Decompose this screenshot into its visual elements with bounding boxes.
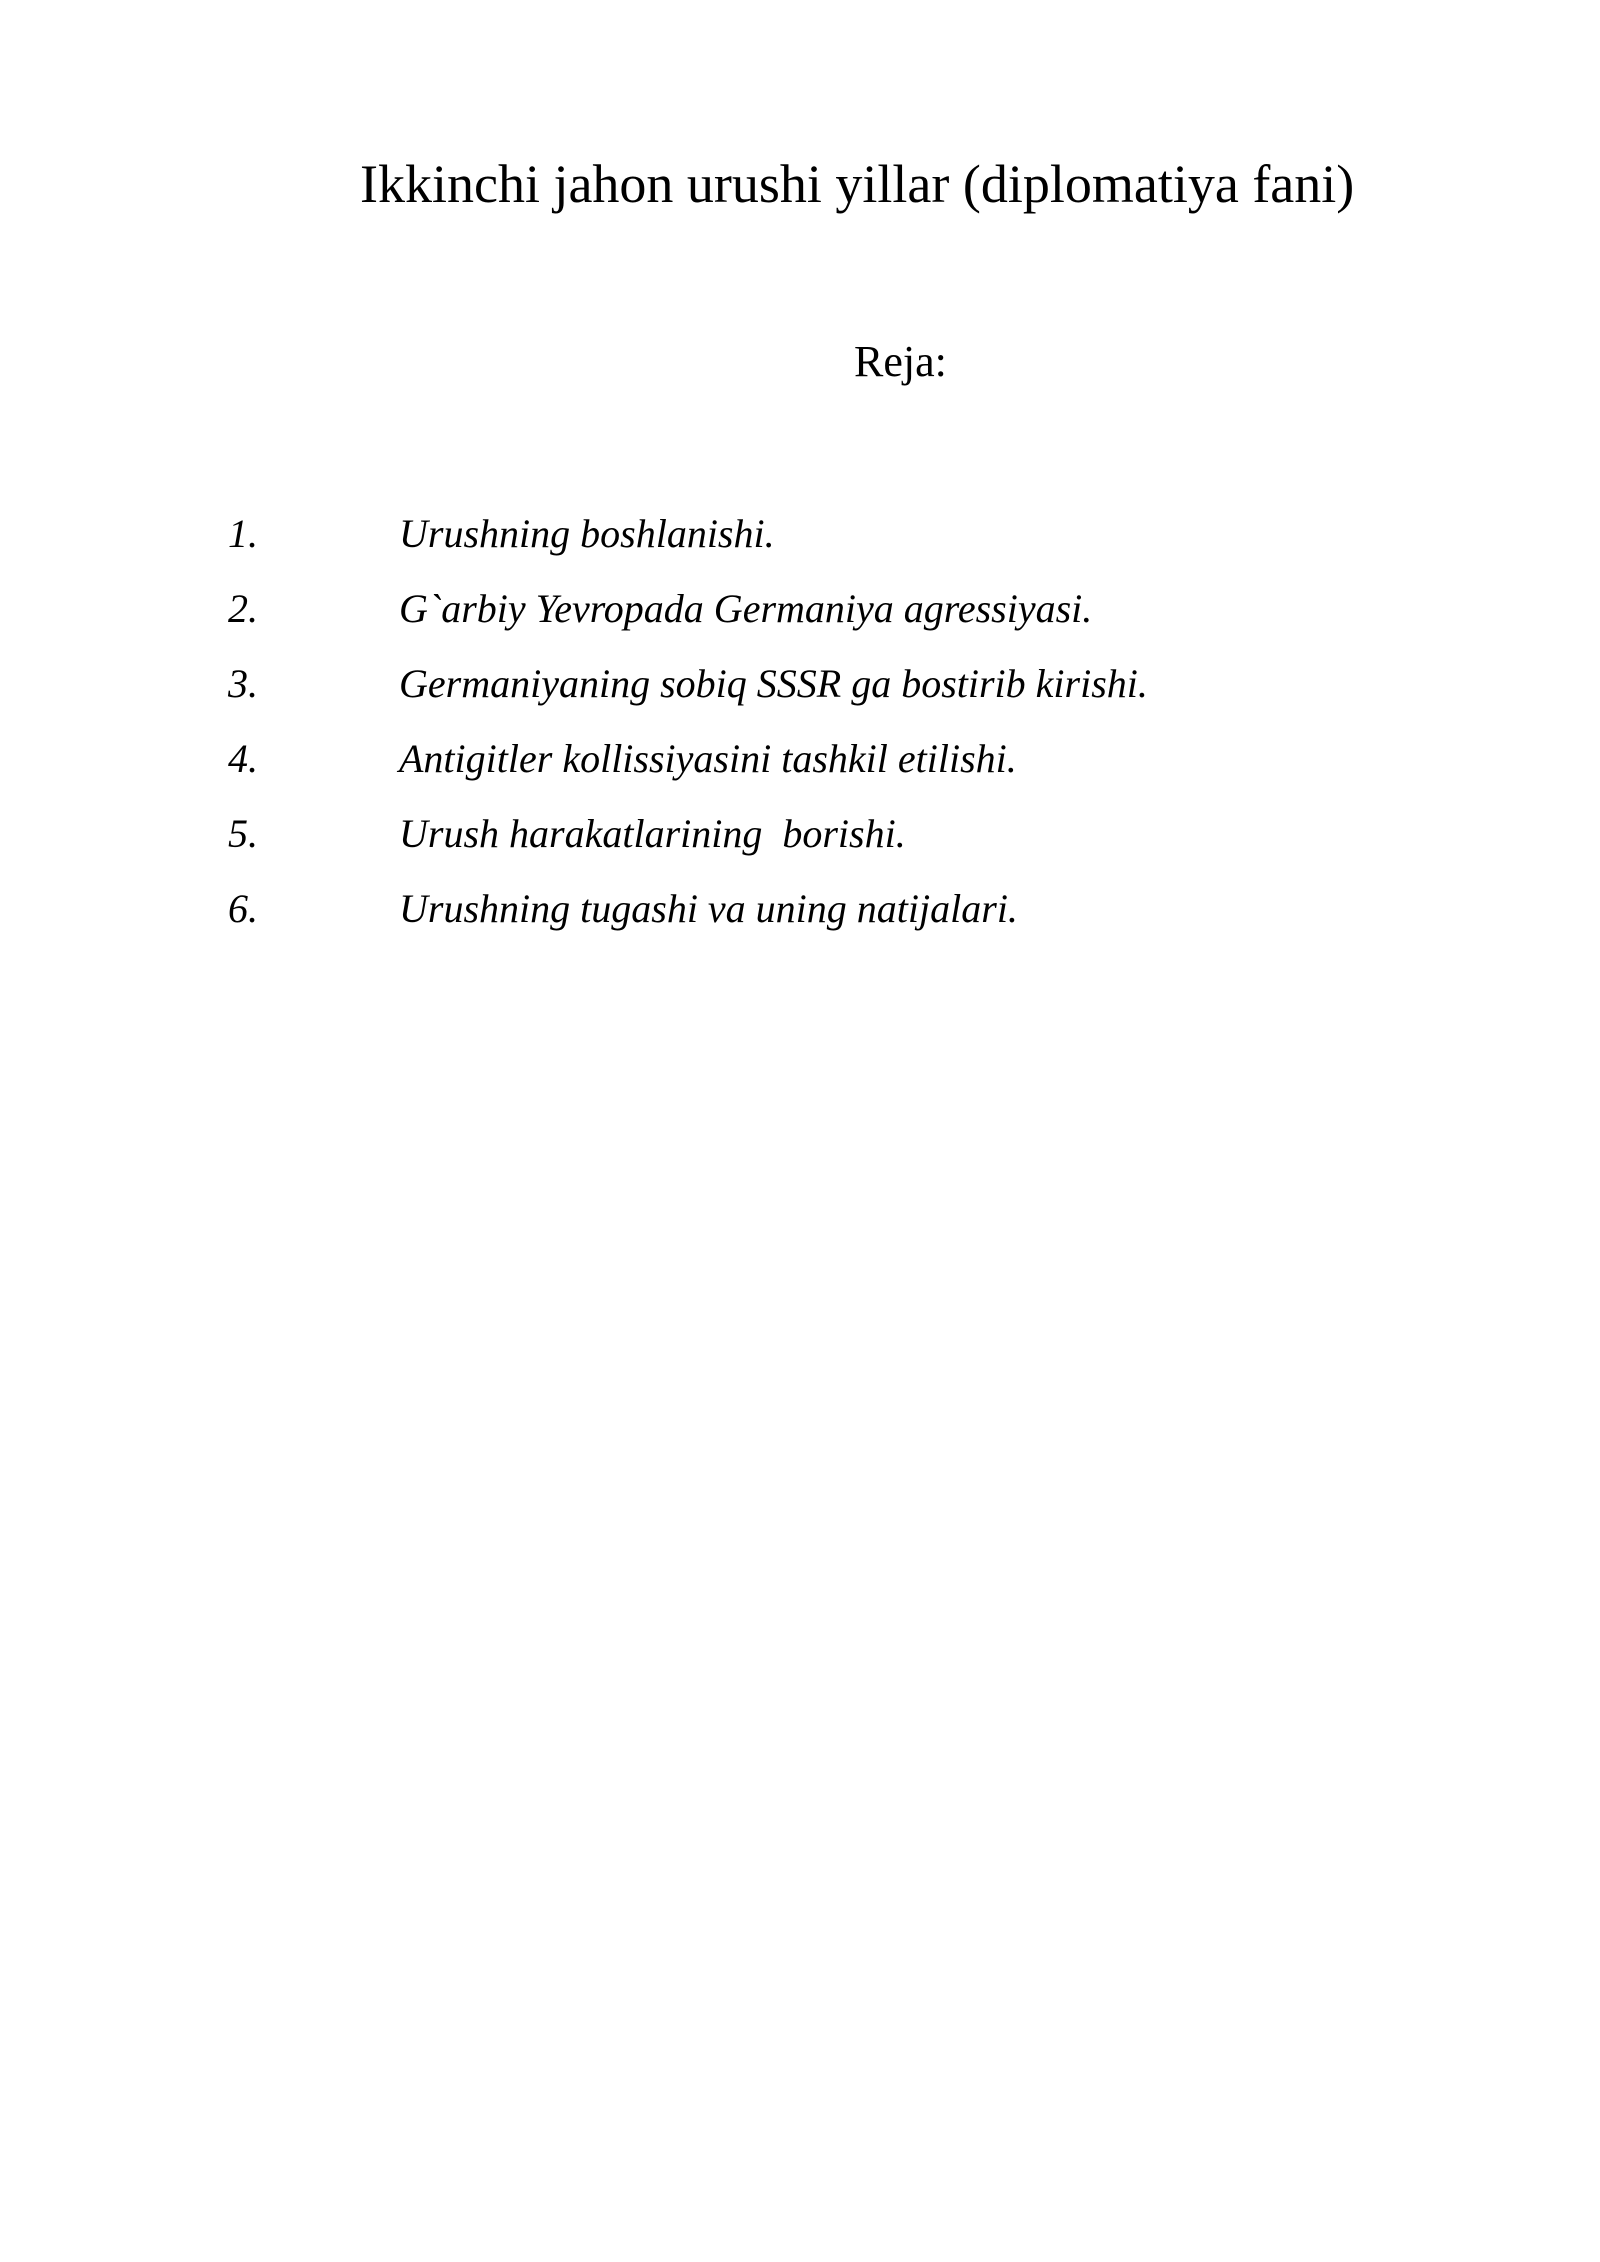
plan-item-number: 6. — [228, 886, 258, 931]
plan-item-text: Urushning boshlanishi. — [399, 511, 775, 556]
plan-item-text: Urushning tugashi va uning natijalari. — [399, 886, 1018, 931]
plan-item — [0, 880, 1018, 955]
plan-item-number: 2. — [228, 586, 258, 631]
plan-item — [0, 580, 1093, 655]
plan-item — [0, 805, 906, 880]
plan-item-text: G`arbiy Yevropada Germaniya agressiyasi. — [399, 586, 1093, 631]
plan-item — [0, 655, 1148, 730]
plan-item-number: 1. — [228, 511, 258, 556]
plan-item-number: 3. — [228, 661, 258, 706]
plan-heading: Reja: — [854, 337, 947, 386]
plan-item-number: 4. — [228, 736, 258, 781]
plan-list — [0, 505, 1148, 955]
plan-item-number: 5. — [228, 811, 258, 856]
plan-item — [0, 730, 1017, 805]
document-title: Ikkinchi jahon urushi yillar (diplomatiya fani) — [360, 154, 1355, 214]
plan-item-text: Germaniyaning sobiq SSSR ga bostirib kirishi. — [399, 661, 1148, 706]
plan-item-text: Antigitler kollissiyasini tashkil etilishi. — [399, 736, 1017, 781]
plan-item-text: Urush harakatlarining borishi. — [399, 811, 906, 856]
plan-item — [0, 505, 775, 580]
